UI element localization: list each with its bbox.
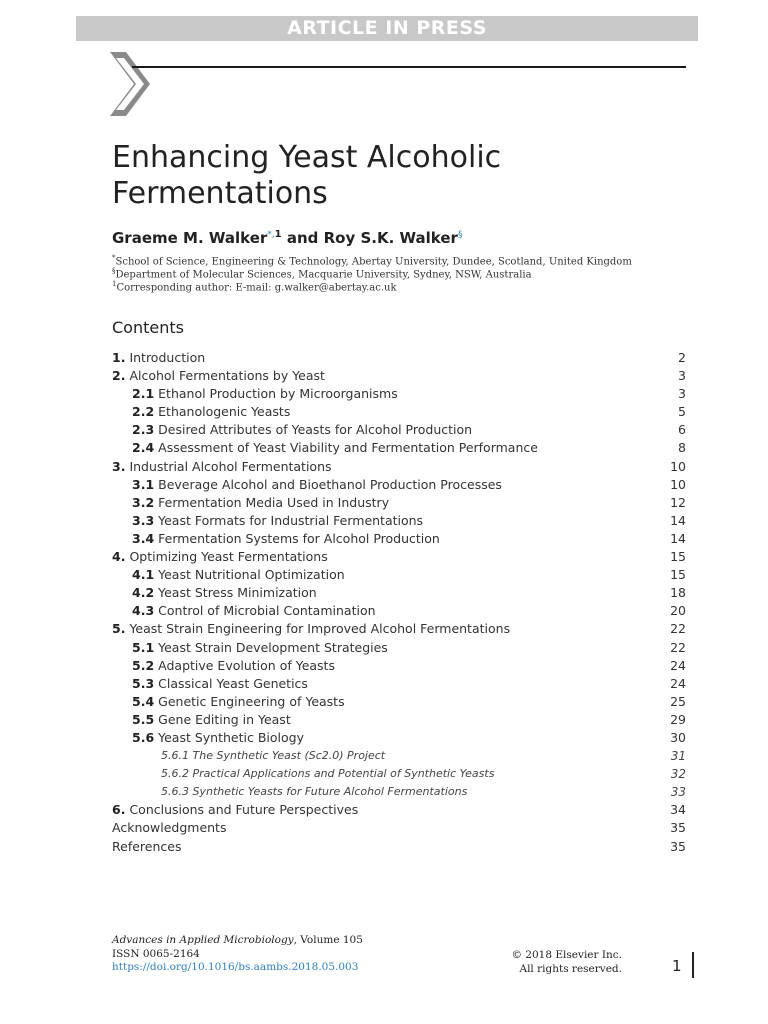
toc-title[interactable]: References <box>112 838 182 854</box>
toc-page: 15 <box>670 549 686 565</box>
toc-entry[interactable] <box>112 512 686 530</box>
journal-volume: , Volume 105 <box>293 934 363 946</box>
toc-number: 5.6.2 <box>161 767 189 781</box>
toc-entry[interactable] <box>112 566 686 584</box>
toc-number: 2. <box>112 368 126 384</box>
toc-entry[interactable] <box>112 620 686 638</box>
page-number: 1 <box>672 957 682 975</box>
toc-entry[interactable] <box>112 693 686 711</box>
doi-link[interactable]: https://doi.org/10.1016/bs.aambs.2018.05.003 <box>112 961 359 973</box>
toc-page: 8 <box>678 440 686 456</box>
toc-entry[interactable] <box>112 838 686 856</box>
author-name[interactable]: Graeme M. Walker <box>112 229 268 247</box>
toc-number: 4.3 <box>132 603 155 619</box>
toc-page: 34 <box>670 802 686 818</box>
affiliation-text: Corresponding author: E-mail: g.walker@abertay.ac.uk <box>116 282 397 294</box>
toc-page: 31 <box>670 749 686 764</box>
toc-page: 33 <box>670 785 686 800</box>
toc-entry[interactable] <box>112 421 686 439</box>
issn: ISSN 0065-2164 <box>112 947 200 960</box>
toc-page: 14 <box>670 530 686 546</box>
toc-number: 5.6 <box>132 729 155 745</box>
toc-number: 3.3 <box>132 512 155 528</box>
affiliation-mark: 1 <box>112 280 117 288</box>
toc-title[interactable]: Synthetic Yeasts for Future Alcohol Fermentations <box>192 785 468 799</box>
title-line-2: Fermentations <box>112 176 328 211</box>
toc-entry[interactable] <box>112 494 686 512</box>
toc-page: 14 <box>670 512 686 528</box>
toc-entry[interactable] <box>112 584 686 602</box>
corresponding-author-marker[interactable]: 1 <box>274 229 282 240</box>
toc-title[interactable]: Genetic Engineering of Yeasts <box>158 693 345 709</box>
publication-info <box>112 934 363 975</box>
toc-title[interactable]: The Synthetic Yeast (Sc2.0) Project <box>192 749 386 763</box>
toc-entry[interactable] <box>112 639 686 657</box>
toc-title[interactable]: Desired Attributes of Yeasts for Alcohol Production <box>158 422 473 438</box>
toc-number: 4.2 <box>132 585 155 601</box>
toc-entry[interactable] <box>112 765 686 783</box>
toc-title[interactable]: Yeast Strain Development Strategies <box>158 639 388 655</box>
toc-entry[interactable] <box>112 801 686 819</box>
toc-page: 20 <box>670 603 686 619</box>
contents-heading: Contents <box>112 318 184 337</box>
toc-page: 35 <box>670 820 686 836</box>
toc-number: 3.4 <box>132 530 155 546</box>
toc-number: 5.6.3 <box>161 785 189 799</box>
author-conjunction: and <box>281 229 324 247</box>
toc-title[interactable]: Classical Yeast Genetics <box>158 675 308 691</box>
article-in-press-banner: ARTICLE IN PRESS <box>76 16 698 41</box>
toc-entry[interactable] <box>112 367 686 385</box>
toc-page: 10 <box>670 458 686 474</box>
toc-entry[interactable] <box>112 657 686 675</box>
toc-entry[interactable] <box>112 602 686 620</box>
toc-title[interactable]: Introduction <box>129 350 206 365</box>
toc-title[interactable]: Optimizing Yeast Fermentations <box>129 549 328 565</box>
toc-entry[interactable] <box>112 747 686 765</box>
toc-title[interactable]: Control of Microbial Contamination <box>158 603 376 619</box>
toc-number: 3.2 <box>132 494 155 510</box>
toc-number: 5. <box>112 621 126 637</box>
author-name[interactable]: Roy S.K. Walker <box>323 229 458 247</box>
toc-page: 22 <box>670 621 686 637</box>
toc-number: 2.4 <box>132 440 155 456</box>
toc-page: 30 <box>670 729 686 745</box>
toc-title[interactable]: Alcohol Fermentations by Yeast <box>129 368 325 384</box>
table-of-contents <box>112 349 686 856</box>
toc-entry[interactable] <box>112 458 686 476</box>
toc-page: 12 <box>670 494 686 510</box>
toc-number: 6. <box>112 802 126 818</box>
toc-number: 2.1 <box>132 386 155 402</box>
toc-number: 5.5 <box>132 711 155 727</box>
toc-number: 5.3 <box>132 675 155 691</box>
toc-page: 2 <box>678 350 686 365</box>
toc-title[interactable]: Assessment of Yeast Viability and Fermentation Performance <box>158 440 538 456</box>
toc-entry[interactable] <box>112 711 686 729</box>
toc-page: 25 <box>670 693 686 709</box>
author-list <box>112 229 462 247</box>
toc-number: 1. <box>112 350 126 365</box>
toc-number: 5.1 <box>132 639 155 655</box>
toc-number: 5.2 <box>132 657 155 673</box>
affiliation-marker[interactable]: § <box>457 230 463 240</box>
toc-page: 5 <box>678 404 686 420</box>
toc-page: 22 <box>670 639 686 655</box>
toc-entry[interactable] <box>112 439 686 457</box>
toc-title[interactable]: Fermentation Media Used in Industry <box>158 494 390 510</box>
toc-page: 15 <box>670 567 686 583</box>
toc-page: 29 <box>670 711 686 727</box>
toc-title[interactable]: Gene Editing in Yeast <box>158 711 291 727</box>
affiliation-mark: * <box>112 254 116 262</box>
toc-title[interactable]: Acknowledgments <box>112 820 227 836</box>
toc-number: 4.1 <box>132 567 155 583</box>
toc-title[interactable]: Ethanologenic Yeasts <box>158 404 291 420</box>
toc-page: 10 <box>670 476 686 492</box>
journal-name: Advances in Applied Microbiology <box>112 934 294 946</box>
toc-number: 5.4 <box>132 693 155 709</box>
copyright-notice <box>510 948 622 976</box>
chevron-decoration-icon <box>108 50 152 118</box>
copyright-text: © 2018 Elsevier Inc. <box>511 949 622 961</box>
toc-entry[interactable] <box>112 548 686 566</box>
toc-title[interactable]: Practical Applications and Potential of Synthetic Yeasts <box>192 767 495 781</box>
toc-title[interactable]: Conclusions and Future Perspectives <box>129 802 359 818</box>
affiliation-marker[interactable]: *, <box>267 230 275 240</box>
toc-entry[interactable] <box>112 385 686 403</box>
affiliation-line <box>112 278 397 294</box>
toc-entry[interactable] <box>112 349 686 367</box>
toc-title[interactable]: Yeast Nutritional Optimization <box>158 567 345 583</box>
toc-number: 4. <box>112 549 126 565</box>
toc-title[interactable]: Fermentation Systems for Alcohol Production <box>158 530 440 546</box>
toc-title[interactable]: Beverage Alcohol and Bioethanol Production Processes <box>158 476 502 492</box>
toc-entry[interactable] <box>112 403 686 421</box>
page-number-bar <box>692 952 694 978</box>
toc-number: 5.6.1 <box>161 749 189 763</box>
article-title <box>112 140 712 212</box>
toc-title[interactable]: Yeast Formats for Industrial Fermentations <box>158 512 424 528</box>
toc-entry[interactable] <box>112 819 686 837</box>
header-rule <box>132 66 686 68</box>
toc-page: 3 <box>678 368 686 384</box>
toc-entry[interactable] <box>112 530 686 548</box>
toc-number: 2.2 <box>132 404 155 420</box>
toc-title[interactable]: Industrial Alcohol Fermentations <box>129 458 332 474</box>
title-line-1: Enhancing Yeast Alcoholic <box>112 140 502 175</box>
toc-entry[interactable] <box>112 476 686 494</box>
toc-number: 3. <box>112 458 126 474</box>
toc-page: 6 <box>678 422 686 438</box>
toc-page: 24 <box>670 675 686 691</box>
toc-page: 18 <box>670 585 686 601</box>
toc-title[interactable]: Adaptive Evolution of Yeasts <box>158 657 335 673</box>
toc-page: 24 <box>670 657 686 673</box>
toc-number: 2.3 <box>132 422 155 438</box>
affiliation-text: Department of Molecular Sciences, Macquarie University, Sydney, NSW, Australia <box>115 269 532 281</box>
toc-title[interactable]: Yeast Strain Engineering for Improved Alcohol Fermentations <box>129 621 511 637</box>
toc-page: 32 <box>670 767 686 782</box>
affiliation-mark: § <box>112 267 116 275</box>
toc-title[interactable]: Ethanol Production by Microorganisms <box>158 386 398 402</box>
rights-text: All rights reserved. <box>519 963 622 975</box>
toc-entry[interactable] <box>112 729 686 747</box>
toc-title[interactable]: Yeast Synthetic Biology <box>158 729 304 745</box>
toc-page: 3 <box>678 386 686 402</box>
toc-entry[interactable] <box>112 675 686 693</box>
toc-page: 35 <box>670 838 686 854</box>
affiliation-text: School of Science, Engineering & Technology, Abertay University, Dundee, Scotland, United Kingdom <box>115 256 632 268</box>
toc-number: 3.1 <box>132 476 155 492</box>
toc-entry[interactable] <box>112 783 686 801</box>
toc-title[interactable]: Yeast Stress Minimization <box>158 585 317 601</box>
